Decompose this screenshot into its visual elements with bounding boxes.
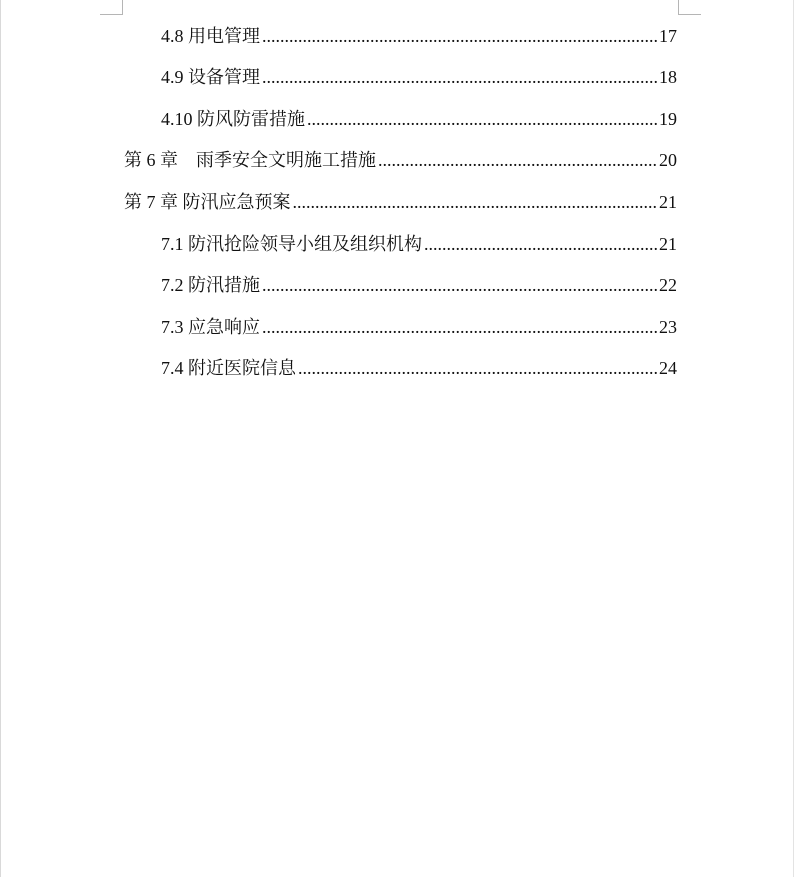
toc-entry-title: 7.2 防汛措施: [161, 275, 260, 295]
toc-entry-7-1[interactable]: [161, 233, 677, 255]
toc-entry-page: 20: [659, 150, 677, 170]
toc-entry-4-10[interactable]: [161, 108, 677, 130]
toc-entry-4-9[interactable]: [161, 66, 677, 88]
toc-entry-7-4[interactable]: [161, 357, 677, 379]
toc-leader-dots: [262, 316, 657, 338]
toc-entry-title: 4.8 用电管理: [161, 26, 260, 46]
toc-entry-title: 4.9 设备管理: [161, 67, 260, 87]
toc-entry-title: 7.1 防汛抢险领导小组及组织机构: [161, 234, 422, 254]
toc-leader-dots: [378, 149, 657, 171]
toc-entry-page: 19: [659, 109, 677, 129]
toc-entry-page: 21: [659, 192, 677, 212]
toc-entry-7-3[interactable]: [161, 316, 677, 338]
toc-entry-chapter-6[interactable]: [124, 149, 677, 171]
toc-entry-page: 24: [659, 358, 677, 378]
toc-entry-chapter-7[interactable]: [124, 191, 677, 213]
toc-leader-dots: [262, 25, 657, 47]
toc-leader-dots: [424, 233, 657, 255]
toc-entry-page: 17: [659, 26, 677, 46]
toc-entry-title: 4.10 防风防雷措施: [161, 109, 305, 129]
toc-entry-title: 第 7 章 防汛应急预案: [124, 192, 291, 212]
toc-entry-title: 7.3 应急响应: [161, 317, 260, 337]
margin-corner-mark-left: [100, 0, 123, 15]
toc-leader-dots: [307, 108, 657, 130]
toc-leader-dots: [262, 66, 657, 88]
toc-entry-7-2[interactable]: [161, 274, 677, 296]
toc-entry-page: 22: [659, 275, 677, 295]
margin-corner-mark-right: [678, 0, 701, 15]
toc-entry-page: 23: [659, 317, 677, 337]
toc-entry-title: 第 6 章 雨季安全文明施工措施: [124, 150, 376, 170]
toc-leader-dots: [293, 191, 658, 213]
toc-entry-title: 7.4 附近医院信息: [161, 358, 296, 378]
toc-leader-dots: [262, 274, 657, 296]
toc-entry-4-8[interactable]: [161, 25, 677, 47]
toc-leader-dots: [298, 357, 657, 379]
toc-entry-page: 18: [659, 67, 677, 87]
toc-entry-page: 21: [659, 234, 677, 254]
